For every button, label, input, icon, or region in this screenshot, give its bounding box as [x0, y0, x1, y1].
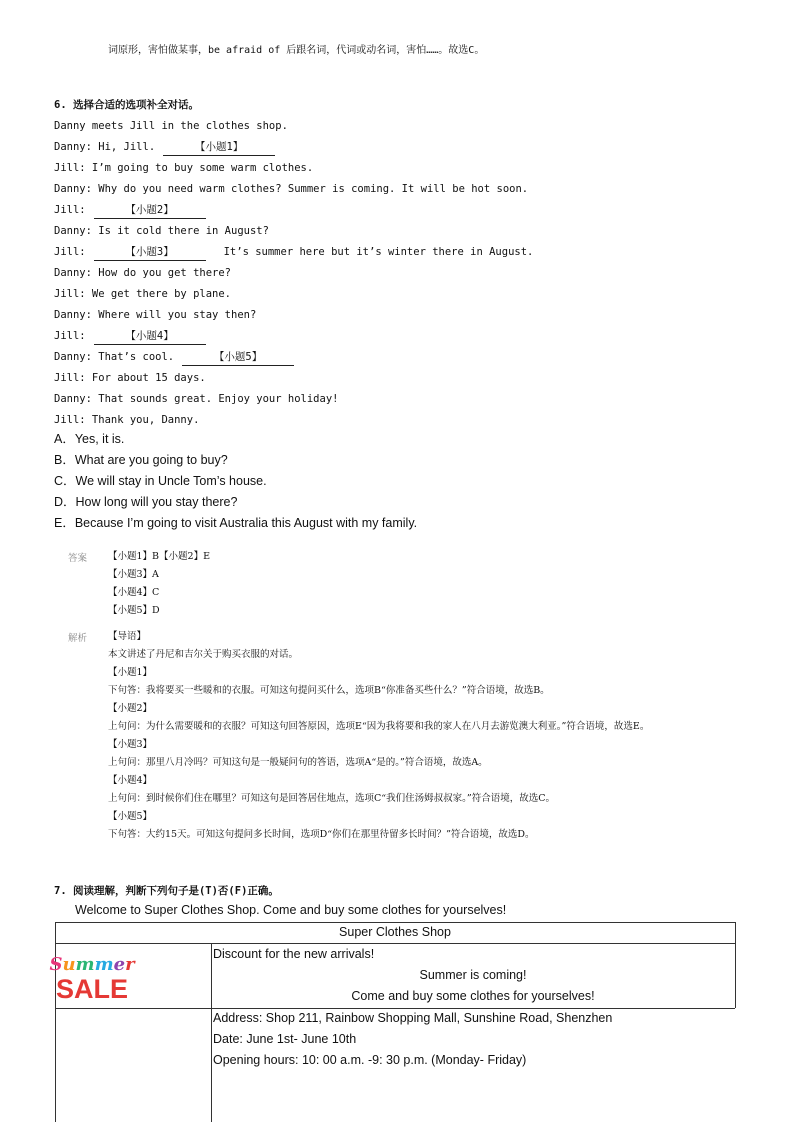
option-item: C．We will stay in Uncle Tom’s house. [54, 474, 267, 488]
analysis-line: 上句问：到时候你们住在哪里？可知这句是回答居住地点，选项C“我们住汤姆叔叔家。”符合语境，故选C。 [108, 793, 556, 804]
previous-explanation-note: 词原形，害怕做某事，be afraid of 后跟名词，代词或动名词，害怕……。故选C。 [108, 45, 485, 56]
answer-line: 【小题3】A [108, 569, 159, 580]
analysis-line: 【导语】 [108, 631, 147, 642]
answer-blank[interactable]: 【小题3】 [94, 245, 206, 261]
option-item: B．What are you going to buy? [54, 453, 228, 467]
logo-letter: e [113, 954, 126, 975]
table-border-header [55, 943, 735, 944]
question-7-title: 7. 阅读理解，判断下列句子是(T)否(F)正确。 [54, 885, 279, 897]
table-come-line: Come and buy some clothes for yourselves! [351, 989, 595, 1003]
answer-line: 【小题1】B【小题2】E [108, 551, 211, 562]
table-address: Address: Shop 211, Rainbow Shopping Mall, Sunshine Road, Shenzhen [213, 1011, 613, 1025]
analysis-line: 下句答：大约15天。可知这句提问多长时间，选项D“你们在那里待留多长时间？”符合语境，故选D。 [108, 829, 535, 840]
analysis-line: 本文讲述了丹尼和吉尔关于购买衣服的对话。 [108, 649, 299, 660]
dialog-text: Jill: [54, 204, 86, 216]
shop-info-table [55, 922, 735, 1122]
dialog-line [54, 116, 754, 137]
answer-blank[interactable]: 【小题5】 [182, 350, 294, 366]
dialog-line [54, 326, 754, 347]
logo-sale-text: SALE [55, 974, 129, 1004]
table-border-right [735, 922, 736, 1008]
dialog-text: Danny: Where will you stay then? [54, 309, 257, 321]
question-6-title: 6. 选择合适的选项补全对话。 [54, 99, 199, 111]
analysis-label: 解析 [68, 633, 88, 644]
analysis-line: 【小题2】 [108, 703, 153, 714]
table-summer-line: Summer is coming! [419, 968, 527, 982]
dialog-text-after: It’s summer here but it’s winter there in August. [223, 246, 534, 258]
answer-blank[interactable]: 【小题1】 [163, 140, 275, 156]
dialog-line [54, 347, 754, 368]
logo-letter: u [62, 954, 76, 975]
analysis-line: 上句问：为什么需要暖和的衣服？可知这句回答原因，选项E“因为我将要和我的家人在八月去游览澳大利亚。”符合语境，故选E。 [108, 721, 650, 732]
question-7-intro: Welcome to Super Clothes Shop. Come and buy some clothes for yourselves! [75, 903, 507, 917]
dialog-line [54, 221, 754, 242]
dialog-line [54, 137, 754, 158]
logo-summer-text [49, 954, 136, 975]
dialog-text: Danny meets Jill in the clothes shop. [54, 120, 288, 132]
dialog-line [54, 242, 754, 263]
logo-letter: m [94, 954, 114, 975]
dialog-text: Jill: For about 15 days. [54, 372, 206, 384]
analysis-line: 上句问：那里八月冷吗？可知这句是一般疑问句的答语，选项A“是的。”符合语境，故选A。 [108, 757, 488, 768]
option-item: E．Because I’m going to visit Australia this August with my family. [54, 516, 418, 530]
logo-letter: S [49, 954, 63, 975]
answer-line: 【小题5】D [108, 605, 160, 616]
dialog-text: Danny: Why do you need warm clothes? Summer is coming. It will be hot soon. [54, 183, 529, 195]
dialog-text: Danny: How do you get there? [54, 267, 232, 279]
question-6-dialog [54, 95, 754, 431]
dialog-text: Danny: Hi, Jill. [54, 141, 156, 153]
dialog-line [54, 200, 754, 221]
analysis-line: 【小题1】 [108, 667, 153, 678]
dialog-line [54, 158, 754, 179]
table-discount-line: Discount for the new arrivals! [213, 947, 375, 961]
dialog-text: Danny: That’s cool. [54, 351, 175, 363]
answer-blank[interactable]: 【小题4】 [94, 329, 206, 345]
analysis-line: 【小题5】 [108, 811, 153, 822]
dialog-text: Jill: We get there by plane. [54, 288, 232, 300]
dialog-text: Jill: [54, 246, 86, 258]
answer-label: 答案 [68, 553, 88, 564]
dialog-line [54, 263, 754, 284]
table-date: Date: June 1st- June 10th [213, 1032, 357, 1046]
question-6-options [54, 429, 417, 534]
answer-blank[interactable]: 【小题2】 [94, 203, 206, 219]
summer-sale-logo [49, 950, 135, 1004]
dialog-line [54, 368, 754, 389]
analysis-line: 下句答：我将要买一些暖和的衣服。可知这句提问买什么，选项B“你准备买些什么？”符合语境，故选B。 [108, 685, 550, 696]
dialog-line [54, 305, 754, 326]
dialog-lines [54, 116, 754, 431]
dialog-line [54, 284, 754, 305]
option-item: D．How long will you stay there? [54, 495, 238, 509]
table-opening-hours: Opening hours: 10: 00 a.m. -9: 30 p.m. (Monday- Friday) [213, 1053, 527, 1067]
dialog-text: Danny: Is it cold there in August? [54, 225, 269, 237]
dialog-line [54, 410, 754, 431]
option-item: A．Yes, it is. [54, 432, 125, 446]
logo-letter: r [125, 954, 135, 975]
logo-letter: m [75, 954, 95, 975]
logo-summer-word [49, 954, 136, 975]
dialog-text: Danny: That sounds great. Enjoy your holiday! [54, 393, 339, 405]
table-header: Super Clothes Shop [339, 925, 451, 939]
analysis-line: 【小题4】 [108, 775, 153, 786]
dialog-line [54, 389, 754, 410]
answer-line: 【小题4】C [108, 587, 160, 598]
dialog-text: Jill: Thank you, Danny. [54, 414, 200, 426]
dialog-line [54, 179, 754, 200]
table-border-left [55, 922, 56, 1122]
dialog-text: Jill: I’m going to buy some warm clothes. [54, 162, 314, 174]
dialog-text: Jill: [54, 330, 86, 342]
table-border-mid [211, 943, 212, 1122]
analysis-line: 【小题3】 [108, 739, 153, 750]
